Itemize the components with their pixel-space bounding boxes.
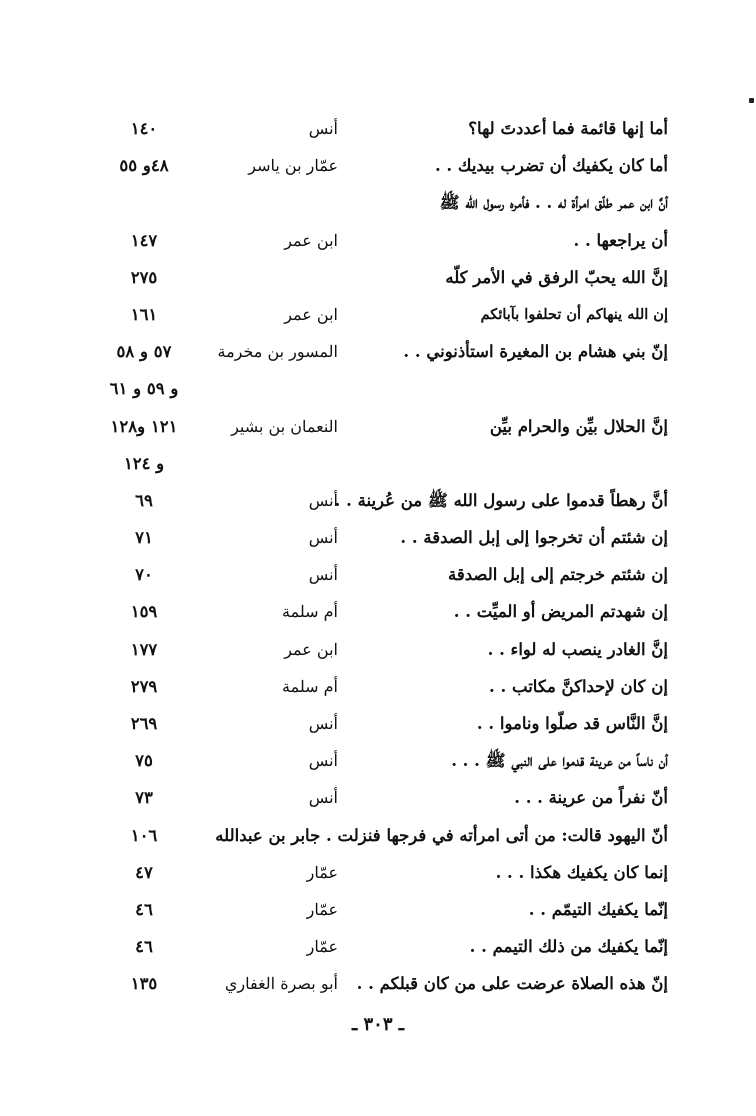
- narrator-name: أم سلمة: [282, 676, 338, 696]
- page-reference: و ٥٩ و ٦١: [109, 379, 179, 399]
- index-row: [0, 670, 756, 707]
- narrator-name: أنس: [308, 714, 338, 733]
- page-reference: ٤٧: [135, 862, 153, 882]
- index-row: [0, 335, 756, 372]
- index-row: [0, 224, 756, 261]
- index-row: [0, 298, 756, 335]
- hadith-text: إنّ بني هشام بن المغيرة استأذنوني . .: [403, 342, 668, 362]
- index-row: [0, 967, 756, 1004]
- page-reference: ٤٦: [135, 899, 153, 919]
- hadith-text: إن شئتم خرجتم إلى إبل الصدقة: [447, 565, 668, 585]
- index-row: [0, 261, 756, 298]
- hadith-text: إن كان لإحداكنَّ مكاتب . .: [489, 676, 668, 696]
- hadith-text: أنَّ رهطاً قدموا على رسول الله ﷺ من عُرينة . .: [334, 490, 668, 510]
- index-row: [0, 633, 756, 670]
- index-row: [0, 521, 756, 558]
- narrator-name: المسور بن مخرمة: [217, 342, 338, 362]
- index-row: [0, 930, 756, 967]
- hadith-text: إنّ هذه الصلاة عرضت على من كان قبلكم . .: [356, 974, 668, 994]
- page-reference: ١٤٠: [130, 119, 158, 138]
- index-row: [0, 186, 756, 223]
- narrator-name: ابن عمر: [284, 304, 338, 324]
- hadith-text: أنّ نفراً من عرينة . . .: [514, 788, 668, 808]
- page-reference: ٧٠: [135, 565, 153, 585]
- page-reference: ٢٧٩: [130, 676, 158, 696]
- page-reference: ٤٦: [135, 937, 153, 957]
- index-row: [0, 484, 756, 521]
- page-reference: ١٣٥: [130, 974, 158, 994]
- page-reference: ١٢١ و١٢٨: [110, 416, 178, 436]
- hadith-text: إنَّ النَّاس قد صلّوا وناموا . .: [476, 714, 668, 733]
- margin-mark: [749, 98, 754, 103]
- narrator-name: النعمان بن بشير: [231, 416, 338, 436]
- hadith-text: إن شهدتم المريض أو الميِّت . .: [453, 602, 668, 622]
- hadith-text: أن ناساً من عرينة قدموا على النبي ﷺ . . .: [451, 751, 668, 771]
- index-row: [0, 744, 756, 781]
- index-row: [0, 410, 756, 447]
- page-reference: ٧١: [135, 528, 153, 548]
- page-reference: ٥٧ و ٥٨: [116, 342, 172, 362]
- narrator-name: أنس: [308, 565, 338, 585]
- page-reference: ١٥٩: [130, 602, 158, 622]
- narrator-name: ابن عمر: [284, 230, 338, 250]
- index-row: [0, 781, 756, 818]
- index-row: [0, 447, 756, 484]
- page-reference: ١٤٧: [130, 230, 158, 250]
- hadith-text: أنَّ ابن عمر طلّق امرأة له . . فأمره رسول الله ﷺ: [439, 193, 668, 213]
- hadith-text: أما إنها قائمة فما أعددتَ لها؟: [468, 119, 668, 138]
- hadith-text: أن يراجعها . .: [573, 230, 668, 250]
- hadith-text: إنّما يكفيك من ذلك التيمم . .: [469, 937, 668, 957]
- page-reference: ٧٣: [135, 788, 153, 808]
- page-reference: ٢٧٥: [130, 267, 158, 287]
- page-number: ـ ٣٠٣ ـ: [351, 1014, 405, 1035]
- narrator-name: عمّار: [306, 899, 338, 919]
- narrator-name: عمّار: [306, 937, 338, 957]
- narrator-name: ابن عمر: [284, 639, 338, 659]
- narrator-name: أنس: [308, 788, 338, 808]
- hadith-text: أنّ اليهود قالت: من أتى امرأته في فرجها فنزلت . جابر بن عبدالله: [215, 825, 668, 845]
- page-reference: ١٠٦: [130, 825, 158, 845]
- page-reference: ٤٨و ٥٥: [119, 156, 169, 176]
- hadith-text: أما كان يكفيك أن تضرب بيديك . .: [434, 156, 668, 176]
- narrator-name: أنس: [308, 751, 338, 771]
- hadith-text: إنَّ الله يحبّ الرفق في الأمر كلّه: [445, 267, 668, 287]
- hadith-text: إنما كان يكفيك هكذا . . .: [495, 862, 668, 882]
- page-reference: ٢٦٩: [130, 714, 158, 733]
- page-reference: ٧٥: [135, 751, 153, 771]
- index-row: [0, 112, 756, 149]
- index-row: [0, 819, 756, 856]
- hadith-text: إن شئتم أن تخرجوا إلى إبل الصدقة . .: [400, 528, 668, 548]
- page-reference: ١٦١: [130, 304, 158, 324]
- page-reference: و ١٢٤: [123, 453, 165, 473]
- index-row: [0, 372, 756, 409]
- page-reference: ١٧٧: [130, 639, 158, 659]
- narrator-name: عمّار: [306, 862, 338, 882]
- index-row: [0, 893, 756, 930]
- narrator-name: أنس: [308, 119, 338, 138]
- hadith-text: إنّما يكفيك التيمّم . .: [528, 899, 668, 919]
- index-row: [0, 856, 756, 893]
- narrator-name: أنس: [308, 528, 338, 548]
- narrator-name: أبو بصرة الغفاري: [224, 974, 338, 994]
- hadith-text: إن الله ينهاكم أن تحلفوا بآبائكم: [480, 305, 668, 323]
- hadith-index-list: [0, 112, 756, 1005]
- index-row: [0, 595, 756, 632]
- narrator-name: عمّار بن ياسر: [248, 156, 338, 176]
- hadith-text: إنَّ الحلال بيِّن والحرام بيِّن: [489, 416, 668, 436]
- page-reference: ٦٩: [135, 490, 153, 510]
- narrator-name: أم سلمة: [282, 602, 338, 622]
- index-row: [0, 707, 756, 744]
- narrator-name: أنس: [308, 490, 338, 510]
- index-row: [0, 149, 756, 186]
- hadith-text: إنَّ الغادر ينصب له لواء . .: [487, 639, 668, 659]
- index-row: [0, 558, 756, 595]
